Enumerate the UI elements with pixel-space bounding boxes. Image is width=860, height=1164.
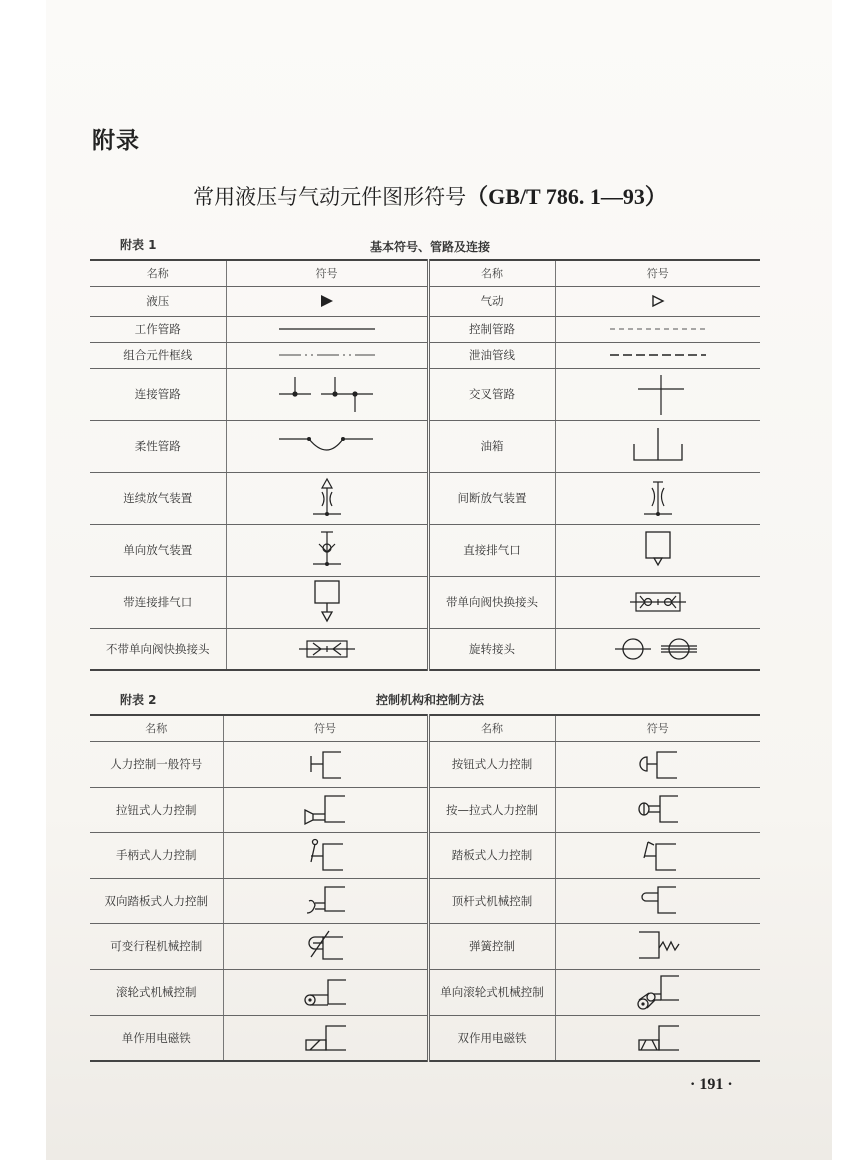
table-row [90, 420, 760, 472]
row-name: 弹簧控制 [428, 923, 555, 969]
table-row [90, 472, 760, 524]
row-name: 双向踏板式人力控制 [90, 878, 223, 923]
spring-icon [555, 923, 760, 969]
table-row [90, 524, 760, 576]
table2 [90, 714, 760, 1062]
table-row [90, 576, 760, 628]
row-name: 顶杆式机械控制 [428, 878, 555, 923]
row-name: 单向放气装置 [90, 524, 226, 576]
table-row [90, 316, 760, 342]
row-name: 间断放气装置 [428, 472, 555, 524]
header-symbol: 符号 [226, 260, 428, 286]
continuous-vent-icon [226, 472, 428, 524]
row-name: 气动 [428, 286, 555, 316]
connected-pipes-icon [226, 368, 428, 420]
header-name: 名称 [428, 715, 555, 741]
roller-icon [223, 969, 428, 1015]
header-name: 名称 [90, 260, 226, 286]
row-name: 油箱 [428, 420, 555, 472]
row-name: 连接管路 [90, 368, 226, 420]
plunger-icon [555, 878, 760, 923]
row-name: 拉钮式人力控制 [90, 787, 223, 832]
row-name: 人力控制一般符号 [90, 741, 223, 787]
quick-coupling-icon [226, 628, 428, 670]
table1-title: 基本符号、管路及连接 [369, 240, 490, 254]
double-pedal-icon [223, 878, 428, 923]
lever-icon [223, 832, 428, 878]
one-way-roller-icon [555, 969, 760, 1015]
crossing-pipes-icon [555, 368, 760, 420]
row-name: 不带单向阀快换接头 [90, 628, 226, 670]
table2-id: 附表 2 [120, 693, 157, 707]
table-row [90, 342, 760, 368]
standard-code: （GB/T 786. 1—93） [466, 184, 667, 209]
row-name: 组合元件框线 [90, 342, 226, 368]
table-header-row [90, 260, 760, 286]
header-symbol: 符号 [223, 715, 428, 741]
row-name: 工作管路 [90, 316, 226, 342]
row-name: 按—拉式人力控制 [428, 787, 555, 832]
row-name: 控制管路 [428, 316, 555, 342]
table1 [90, 259, 760, 671]
hollow-triangle-icon [555, 286, 760, 316]
table-row [90, 286, 760, 316]
direct-exhaust-icon [555, 524, 760, 576]
flexible-pipe-icon [226, 420, 428, 472]
title-text: 常用液压与气动元件图形符号 [193, 185, 467, 209]
row-name: 柔性管路 [90, 420, 226, 472]
row-name: 滚轮式机械控制 [90, 969, 223, 1015]
table-row [90, 628, 760, 670]
header-symbol: 符号 [555, 260, 760, 286]
pedal-icon [555, 832, 760, 878]
table-row [90, 969, 760, 1015]
table-row [90, 741, 760, 787]
table-row [90, 832, 760, 878]
table-row [90, 1015, 760, 1061]
pull-button-icon [223, 787, 428, 832]
table-row [90, 923, 760, 969]
row-name: 按钮式人力控制 [428, 741, 555, 787]
connected-exhaust-icon [226, 576, 428, 628]
row-name: 泄油管线 [428, 342, 555, 368]
push-button-icon [555, 741, 760, 787]
variable-stroke-icon [223, 923, 428, 969]
row-name: 交叉管路 [428, 368, 555, 420]
row-name: 液压 [90, 286, 226, 316]
row-name: 双作用电磁铁 [428, 1015, 555, 1061]
intermittent-vent-icon [555, 472, 760, 524]
row-name: 带单向阀快换接头 [428, 576, 555, 628]
quick-coupling-check-valve-icon [555, 576, 760, 628]
one-way-vent-icon [226, 524, 428, 576]
single-solenoid-icon [223, 1015, 428, 1061]
row-name: 直接排气口 [428, 524, 555, 576]
filled-triangle-icon [226, 286, 428, 316]
row-name: 手柄式人力控制 [90, 832, 223, 878]
row-name: 单向滚轮式机械控制 [428, 969, 555, 1015]
page-number: · 191 · [690, 1076, 733, 1093]
header-name: 名称 [90, 715, 223, 741]
row-name: 带连接排气口 [90, 576, 226, 628]
table2-title: 控制机构和控制方法 [375, 693, 484, 707]
page-title [0, 180, 860, 211]
manual-control-icon [223, 741, 428, 787]
push-pull-button-icon [555, 787, 760, 832]
table-row [90, 787, 760, 832]
solid-line-icon [226, 316, 428, 342]
table-row [90, 878, 760, 923]
row-name: 可变行程机械控制 [90, 923, 223, 969]
header-name: 名称 [428, 260, 555, 286]
dash-dot-line-icon [226, 342, 428, 368]
appendix-heading: 附录 [92, 128, 140, 154]
row-name: 旋转接头 [428, 628, 555, 670]
row-name: 踏板式人力控制 [428, 832, 555, 878]
double-solenoid-icon [555, 1015, 760, 1061]
header-symbol: 符号 [555, 715, 760, 741]
table1-id: 附表 1 [120, 238, 157, 252]
oil-tank-icon [555, 420, 760, 472]
dashed-line-icon [555, 342, 760, 368]
rotary-joint-icon [555, 628, 760, 670]
table-header-row [90, 715, 760, 741]
table-row [90, 368, 760, 420]
row-name: 单作用电磁铁 [90, 1015, 223, 1061]
fine-dashed-line-icon [555, 316, 760, 342]
row-name: 连续放气装置 [90, 472, 226, 524]
